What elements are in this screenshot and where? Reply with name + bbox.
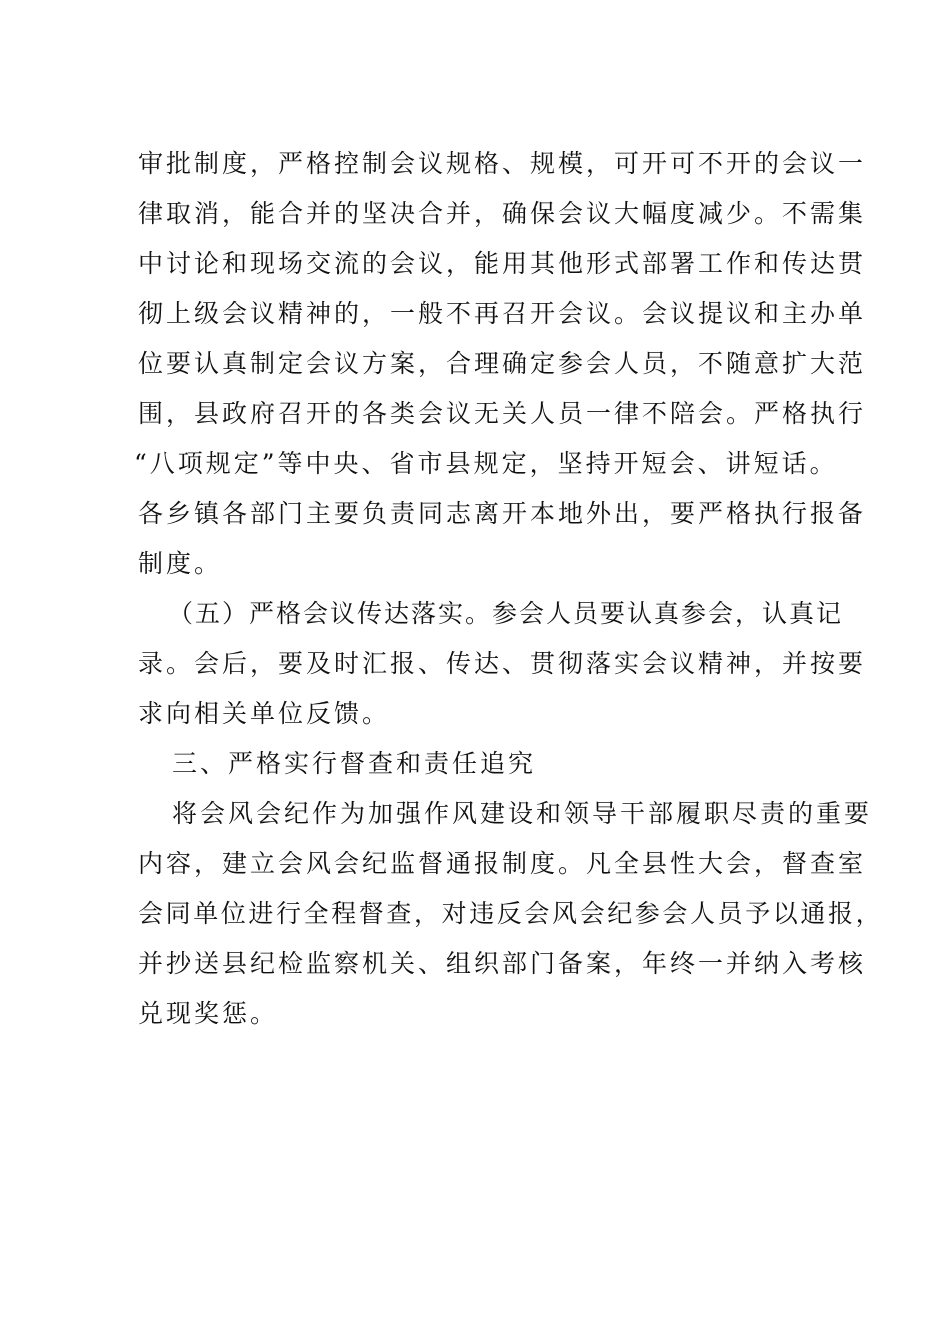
text-line: 兑现奖惩。 [138, 999, 279, 1028]
text-line: 围，县政府召开的各类会议无关人员一律不陪会。严格执行 [138, 399, 867, 428]
text-line: 审批制度，严格控制会议规格、规模，可开可不开的会议一 [138, 149, 867, 178]
text-line: 制度。 [138, 549, 223, 578]
text-line: 将会风会纪作为加强作风建设和领导干部履职尽责的重要 [172, 799, 873, 828]
text-line: 中讨论和现场交流的会议，能用其他形式部署工作和传达贯 [138, 249, 867, 278]
text-line: 律取消，能合并的坚决合并，确保会议大幅度减少。不需集 [138, 199, 867, 228]
paragraph-heading-line: （五）严格会议传达落实。参会人员要认真参会，认真记 [168, 599, 844, 628]
text-line: “八项规定”等中央、省市县规定，坚持开短会、讲短话。 [134, 449, 838, 478]
text-line: 录。会后，要及时汇报、传达、贯彻落实会议精神，并按要 [138, 649, 867, 678]
text-line: 会同单位进行全程督查，对违反会风会纪参会人员予以通报， [138, 899, 884, 928]
text-line: 并抄送县纪检监察机关、组织部门备案，年终一并纳入考核 [138, 949, 867, 978]
text-line: 求向相关单位反馈。 [138, 699, 391, 728]
text-line: 各乡镇各部门主要负责同志离开本地外出，要严格执行报备 [138, 499, 867, 528]
text-line: 彻上级会议精神的，一般不再召开会议。会议提议和主办单 [138, 299, 867, 328]
text-line: 内容，建立会风会纪监督通报制度。凡全县性大会，督查室 [138, 849, 867, 878]
section-heading: 三、严格实行督查和责任追究 [172, 749, 537, 778]
text-line: 位要认真制定会议方案，合理确定参会人员，不随意扩大范 [138, 349, 867, 378]
